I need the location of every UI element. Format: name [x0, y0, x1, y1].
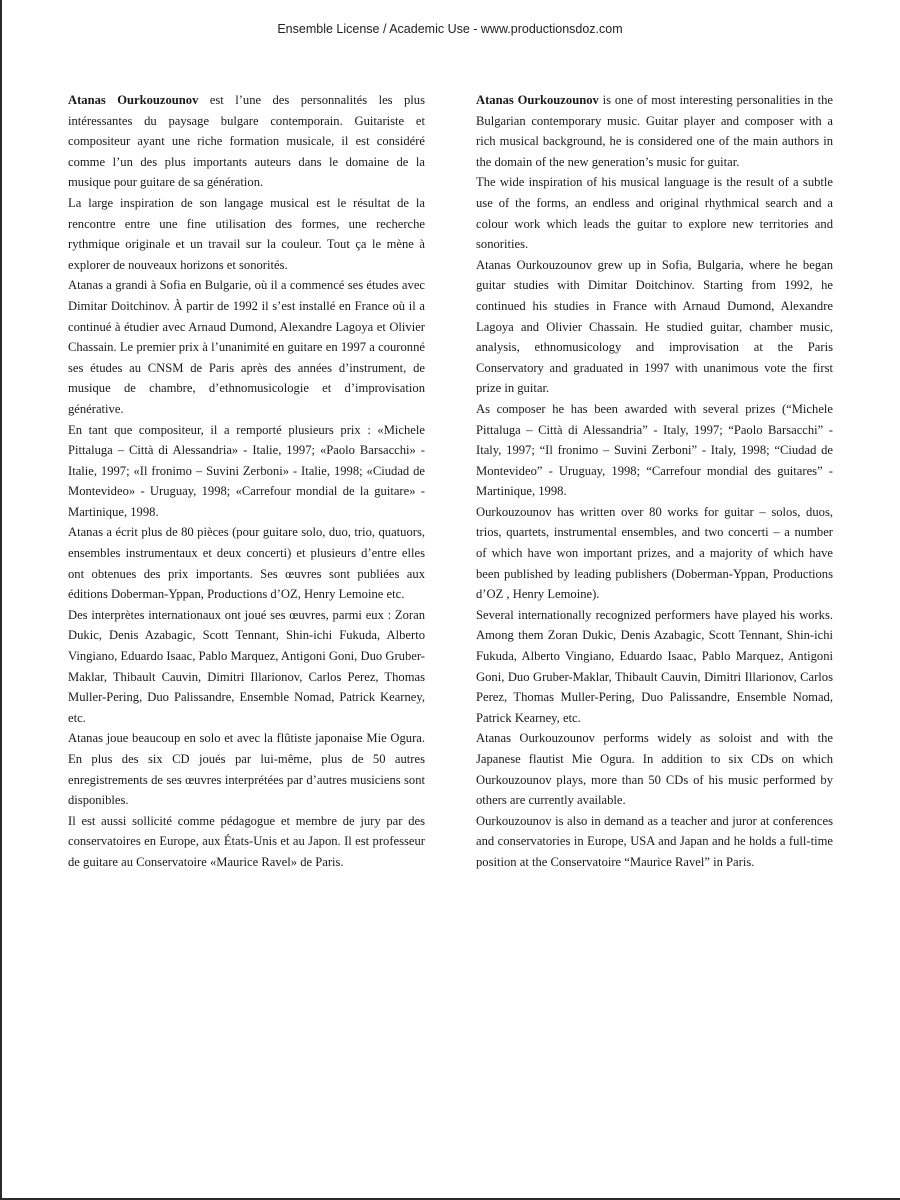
- french-paragraph-2: La large inspiration de son langage musical est le résultat de la rencontre entre une fine utilisation des formes, une recherche rythmique originale et un travail sur la couleur. Tout ça le mène à explorer de nouveaux horizons et sonorités.: [68, 195, 425, 272]
- french-paragraph-4: En tant que compositeur, il a remporté plusieurs prix : «Michele Pittaluga – Città di Alessandria» - Italie, 1997; «Paolo Barsacchi» - Italie, 1997; «Il fronimo – Suvini Zerboni» - Italie, 1998; «Ciudad de Montevideo» - Uruguay, 1998; «Carrefour mondial de la guitare» - Martinique, 1998.: [68, 422, 425, 519]
- english-paragraph-7: Atanas Ourkouzounov performs widely as soloist and with the Japanese flautist Mie Ogura. In addition to six CDs on which Ourkouzounov plays, more than 50 CDs of his music performed by others are currently available.: [476, 731, 833, 808]
- french-biography-column: [68, 90, 425, 873]
- english-paragraph-8: Ourkouzounov is also in demand as a teacher and juror at conferences and conservatories in Europe, USA and Japan and he holds a full-time position at the Conservatoire “Maurice Ravel” in Paris.: [476, 813, 833, 869]
- french-paragraph-1-text: est l’une des personnalités les plus intéressantes du paysage bulgare contemporain. Guitariste et compositeur ayant une riche formation musicale, il est considéré comme l’un des plus importants auteurs dans le domaine de la musique pour guitare de sa génération.: [68, 93, 425, 190]
- english-paragraph-6: Several internationally recognized performers have played his works. Among them Zoran Dukic, Denis Azabagic, Scott Tennant, Shin-ichi Fukuda, Alberto Vingiano, Eduardo Isaac, Pablo Marquez, Antigoni Goni, Duo Gruber-Maklar, Thibault Cauvin, Dimitri Illarionov, Carlos Perez, Thomas Muller-Pering, Duo Palissandre, Ensemble Nomad, Patrick Kearney, etc.: [476, 607, 833, 725]
- french-paragraph-3: Atanas a grandi à Sofia en Bulgarie, où il a commencé ses études avec Dimitar Doitchinov. À partir de 1992 il s’est installé en France où il a continué à étudier avec Arnaud Dumond, Alexandre Lagoya et Olivier Chassain. Le premier prix à l’unanimité en guitare en 1997 a couronné ses études au CNSM de Paris après des années d’instrument, de musique de chambre, d’ethnomusicologie et d’improvisation générative.: [68, 278, 425, 416]
- english-paragraph-5: Ourkouzounov has written over 80 works for guitar – solos, duos, trios, quartets, instrumental ensembles, and two concerti – a number of which have won important prizes, and a majority of which have been published by leading publishers (Doberman-Yppan, Productions d’OZ , Henry Lemoine).: [476, 504, 833, 602]
- french-paragraph-5: Atanas a écrit plus de 80 pièces (pour guitare solo, duo, trio, quatuors, ensembles instrumentaux et deux concerti) et plusieurs d’entre elles ont obtenues des prix importants. Ses œuvres sont publiées aux éditions Doberman-Yppan, Productions d’OZ, Henry Lemoine etc.: [68, 525, 425, 602]
- english-biography-column: [476, 90, 833, 873]
- french-paragraph-8: Il est aussi sollicité comme pédagogue et membre de jury par des conservatoires en Europe, aux États-Unis et au Japon. Il est professeur de guitare au Conservatoire «Maurice Ravel» de Paris.: [68, 813, 425, 869]
- french-lead-name: Atanas Ourkouzounov: [68, 93, 199, 107]
- english-paragraph-1-text: is one of most interesting personalities in the Bulgarian contemporary music. Guitar player and composer with a rich musical background, he is considered one of the main authors in the domain of the new generation’s music for guitar.: [476, 93, 834, 169]
- english-paragraph-3: Atanas Ourkouzounov grew up in Sofia, Bulgaria, where he began guitar studies with Dimitar Doitchinov. Starting from 1992, he continued his studies in France with Arnaud Dumond, Alexandre Lagoya and Olivier Chassain. He studied guitar, chamber music, analysis, ethnomusicology and improvisation at the Paris Conservatory and graduated in 1997 with unanimous vote the first prize in guitar.: [476, 257, 833, 396]
- french-paragraph-6: Des interprètes internationaux ont joué ses œuvres, parmi eux : Zoran Dukic, Denis Azabagic, Scott Tennant, Shin-ichi Fukuda, Alberto Vingiano, Eduardo Isaac, Pablo Marquez, Antigoni Goni, Duo Gruber-Maklar, Thibault Cauvin, Dimitri Illarionov, Carlos Perez, Thomas Muller-Pering, Duo Palissandre, Ensemble Nomad, Patrick Kearney, etc.: [68, 607, 425, 725]
- english-paragraph-4: As composer he has been awarded with several prizes (“Michele Pittaluga – Città di Alessandria” - Italy, 1997; “Paolo Barsacchi” - Italy, 1997; “Il fronimo – Suvini Zerboni” - Italy, 1998; “Ciudad de Montevideo” - Uruguay, 1998; “Carrefour mondial des guitares” - Martinique, 1998.: [476, 401, 833, 499]
- english-lead-name: Atanas Ourkouzounov: [476, 93, 599, 107]
- english-paragraph-1: [476, 90, 833, 172]
- english-paragraph-2: The wide inspiration of his musical language is the result of a subtle use of the forms, an endless and original rhythmical search and a colour work which leads the guitar to explore new territories and sonorities.: [476, 175, 833, 252]
- license-header: Ensemble License / Academic Use - www.productionsdoz.com: [277, 22, 623, 36]
- french-paragraph-1: [68, 90, 425, 193]
- french-paragraph-7: Atanas joue beaucoup en solo et avec la flûtiste japonaise Mie Ogura. En plus des six CD joués par lui-même, plus de 50 autres enregistrements de ses œuvres interprétées par d’autres musiciens sont disponibles.: [68, 731, 425, 808]
